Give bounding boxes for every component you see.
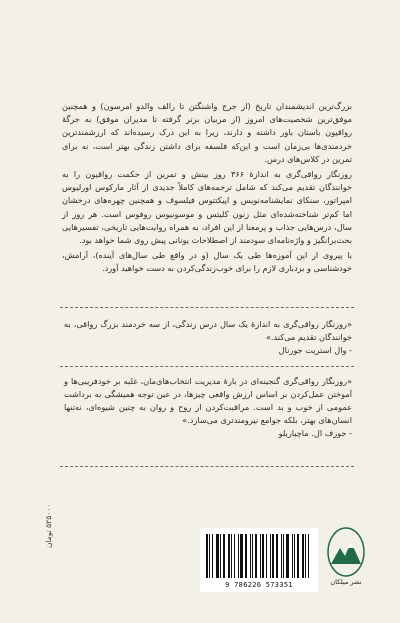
publisher-logo [326, 526, 366, 590]
barcode-bar [238, 534, 239, 578]
barcode-bar [252, 534, 253, 578]
blurb-paragraph-1: بزرگ‌ترین اندیشمندان تاریخ (از جرج واشنگتن تا رالف والدو امرسون) و همچنین موفق‌ترین شخصیت‌های امروز (از مربیان برتر گرفته تا مدیران موفق) به جرگهٔ رواقیون باستان باور داشته و دارند، زیرا به این درک رسیده‌اند که ارزشمندترین خردمندی‌ها بی‌زمان است و این‌که فلسفه برای داشتن زندگی بهتر است، نه برای تمرین در کلاس‌های درس. [62, 101, 352, 164]
barcode-bar [240, 534, 243, 578]
barcode-bars [206, 534, 312, 578]
price-label: ۵۲۵۰۰۰ تومان [44, 503, 53, 548]
barcode-bar [234, 534, 235, 578]
barcode-bar [308, 534, 309, 578]
barcode-bar [216, 534, 219, 578]
divider-top [60, 307, 354, 308]
barcode-bar [283, 534, 284, 578]
barcode-bar [255, 534, 257, 578]
endorsement-2-text: «روزنگار رواقی‌گری گنجینه‌ای در بارهٔ مدیریت انتخاب‌های‌مان، غلبه بر خودفریبی‌ها و آموختن عمل‌کردن بر اساس ارزش واقعی چیزها، در عین توجه همیشگی به برداشت عمومی از خوب و بد است. مراقبت‌کردن از روح و روان به چنین شیوه‌ای، نه‌تنها انسان‌های بهتر، بلکه جوامع نیرومندتری می‌سازد.» [64, 376, 352, 425]
barcode-bar [292, 534, 293, 578]
endorsement-2-author: - جوزف ال. ماچیاریلو [278, 428, 352, 438]
blurb [62, 100, 352, 278]
barcode-bar [262, 534, 265, 578]
endorsement-1 [64, 318, 352, 357]
isbn-barcode [200, 528, 318, 592]
barcode-bar [272, 534, 274, 578]
barcode-bar [266, 534, 267, 578]
barcode-bar [297, 534, 299, 578]
barcode-bar [206, 534, 208, 578]
barcode-bar [223, 534, 225, 578]
barcode-bar [220, 534, 221, 578]
barcode-bar [302, 534, 304, 578]
blurb-paragraph-2: روزنگار رواقی‌گری به اندازهٔ ۳۶۶ روز بینش و تمرین از حکمت رواقیون را به خوانندگان تقدیم می‌کند که شامل ترجمه‌های کاملاً جدیدی از آثار مارکوس اورلیوس امپراتور، سنکای نمایشنامه‌نویس و اپیکتتوس فیلسوف و همچنین چهره‌های درخشان اما کم‌تر شناخته‌شده‌ای مثل زنون کلیتس و موسونیوس روفوس است. هر روز از سال، درس‌هایی جذاب و پرمعنا از این افراد، به همراه روایت‌هایی تاریخی، تفسیرهایی بحث‌برانگیز و واژه‌نامه‌ای سودمند از اصطلاحات یونانی پیش روی شما خواهد بود. [62, 169, 352, 246]
barcode-bar [231, 534, 232, 578]
barcode-bar [260, 534, 261, 578]
isbn-number: 9 786226 573351 [225, 581, 293, 589]
barcode-bar [212, 534, 213, 578]
barcode-bar [209, 534, 210, 578]
barcode-bar [276, 534, 278, 578]
barcode-bar [245, 534, 247, 578]
barcode-bar [294, 534, 295, 578]
blurb-paragraph-3: با پیروی از این آموزه‌ها طی یک سال (و در واقع طی سال‌های آینده)، آرامش، خودشناسی و بردباری لازم را برای خوب‌زندگی‌کردن به دست خواهید آورد. [62, 250, 352, 274]
mountain-logo-icon [326, 526, 366, 578]
endorsement-1-author: - وال استریت جورنال [278, 345, 352, 355]
barcode-bar [270, 534, 271, 578]
barcode-bar [228, 534, 230, 578]
divider-bottom [60, 466, 354, 467]
barcode-bar [286, 534, 289, 578]
barcode-bar [250, 534, 251, 578]
publisher-name: نشر میلکان [330, 578, 362, 586]
divider-middle [60, 366, 354, 367]
endorsement-2 [64, 375, 352, 440]
endorsement-1-text: «روزنگار رواقی‌گری به اندازهٔ یک سال درس زندگی، از سه خردمند بزرگ رواقی، به خوانندگان تقدیم می‌کند.» [64, 319, 352, 342]
barcode-bar [281, 534, 282, 578]
barcode-bar [305, 534, 306, 578]
